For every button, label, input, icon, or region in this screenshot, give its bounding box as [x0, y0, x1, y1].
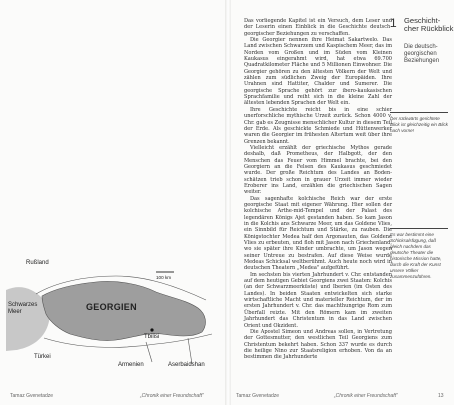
paragraph: Im sechsten bis vierten Jahrhundert v. Chr. entstanden auf dem heutigen Gebiet Georgiens zwei Staaten: Kolchis (an der Schwarzmeerküste) und Iberien (im Osten des Landes). In beiden Staaten entwickelten sich starke wirtschaftliche Macht und materieller Reichtum, der im ersten Jahrhundert v. Chr. das machthungrige Rom zum Überfall reizte. Mit den Römern kam im zweiten Jahrhundert das Christentum in das Land zwischen Orient und Okzident. — [244, 271, 392, 329]
left-footer-author: Tamaz Gvenetadze — [10, 393, 54, 399]
map-label-scale: 100 km — [156, 275, 172, 280]
left-footer-title: „Chronik einer Freundschaft" — [140, 393, 204, 399]
map-label-russia: Rußland — [26, 260, 49, 266]
left-page — [0, 0, 226, 405]
map-label-tbilisi: Tbilisi — [144, 334, 160, 340]
map-label-turkey: Türkei — [34, 354, 51, 360]
sidenote-text: Es war bestimmt eine Schicksalsfügung, daß gleich nachdem das deutsche Theater die historische Mission hatte, durch die Kraft der Kunst unsere Völker zusammenzuführen. — [390, 232, 442, 279]
main-text — [244, 18, 392, 361]
map-label-armenia: Armenien — [118, 362, 144, 368]
map-label-black-sea: Schwarzes Meer — [8, 302, 38, 315]
paragraph: Vielleicht erzählt der griechische Mythos gerade deshalb, daß Prometheus, der Halbgott, der den Menschen das Feuer vom Himmel brachte, bei den Georgiern an die Felsen des Kaukasus geschmiedet wurde. Der große Reichtum des Landes an Boden-schätzen trieb schon in grauer Urzeit immer wieder Eroberer ins Land, erzählen die griechischen Sagen weiter. — [244, 144, 392, 196]
tbilisi-dot — [150, 328, 153, 331]
sidenote-rule — [390, 228, 448, 229]
azerbaijan-border-line — [188, 338, 192, 364]
chapter-title: Geschicht- cher Rückblick — [404, 16, 454, 34]
sidenote-rule — [390, 112, 448, 113]
georgia-map — [6, 238, 218, 380]
paragraph: Das vorliegende Kapitel ist ein Versuch, dem Leser und der Leserin einen Einblick in die Geschichte deutsch-georgischer Beziehungen zu verschaffen. — [244, 18, 392, 37]
map-label-georgia: GEORGIEN — [86, 302, 137, 312]
chapter-number: 1 — [390, 16, 397, 30]
right-footer-title: „Chronik einer Freundschaft" — [334, 393, 398, 399]
sidenote-text: Der rückwärts gerichtete Blick ist gleichzeitig ein Blick nach vorne! — [390, 116, 448, 133]
sidenote-1 — [390, 112, 448, 134]
paragraph: Das sagenhafte kolchische Reich war der erste georgische Staat mit eigener Währung. Hier sollen der kolchische Arthe-mid-Tempel und der Palast des legendären Königs Ajet gestanden haben. So kam Jason in die Kolchis ans Schwarze Meer, um das Goldene Vlies, ein Sinnbild für Reichtum und Stärke, zu rauben. Die Königstochter Medea half den Argonauten, das Goldene Vlies zu erbeuten, und floh mit Jason nach Griechenland, wo sie später ihre Kinder umbrachte, um Jason wegen seiner Untreue zu bestrafen. Auf diese Weise wurde Medeas Schicksal weltberühmt. Auch heute noch wird in deutschen Theatern „Medea" aufgeführt. — [244, 195, 392, 272]
map-label-azerbaijan: Aserbaidshan — [168, 362, 205, 368]
paragraph: Die Apostel Simeon und Andreas sollen, in Vertretung der Gottesmutter, den westlichen Teil Georgiens zum Christentum bekehrt haben. Schon 337 wurde es durch die heilige Nino zur Staatsreligion erhoben. Von da an bestimmen die Jahrhunderte — [244, 328, 392, 361]
sidenote-2 — [390, 228, 448, 280]
paragraph: Ihre Geschichte reicht bis in eine schier unerforschliche mythische Urzeit zurück. Schon 4000 v. Chr. gab es Zeugnisse menschlicher Kultur in diesem Teil der Erde. Als geschickte Schmiede und Hüttenwerker waren die Georgier im frühesten Altertum weit über ihre Grenzen bekannt. — [244, 106, 392, 145]
right-page — [230, 0, 454, 405]
right-footer-author: Tamaz Gvenetadze — [236, 393, 280, 399]
chapter-subtitle: Die deutsch- georgischen Beziehungen — [404, 44, 440, 64]
page-number: 13 — [438, 393, 444, 399]
paragraph: Die Georgier nennen ihre Heimat Sakartwelo. Das Land zwischen Schwarzem und Kaspischem Meer, das im Norden vom Großen und im Süden vom Kleinen Kaukasus eingerahmt wird, hat etwa 69.700 Quadratkilometer Fläche und 5 Millionen Einwohner. Die Georgier gehören zu den ältesten Völkern der Welt und zählen zum südlichen Zweig der Europäiden. Ihre Urahnen sind Hattiter, Chalder und Sumerer. Die georgische Sprache gehört zur ibero-kaukasischen Sprachfamilie und reiht sich in die kleine Zahl der ältesten lebenden Sprachen der Welt ein. — [244, 37, 392, 107]
